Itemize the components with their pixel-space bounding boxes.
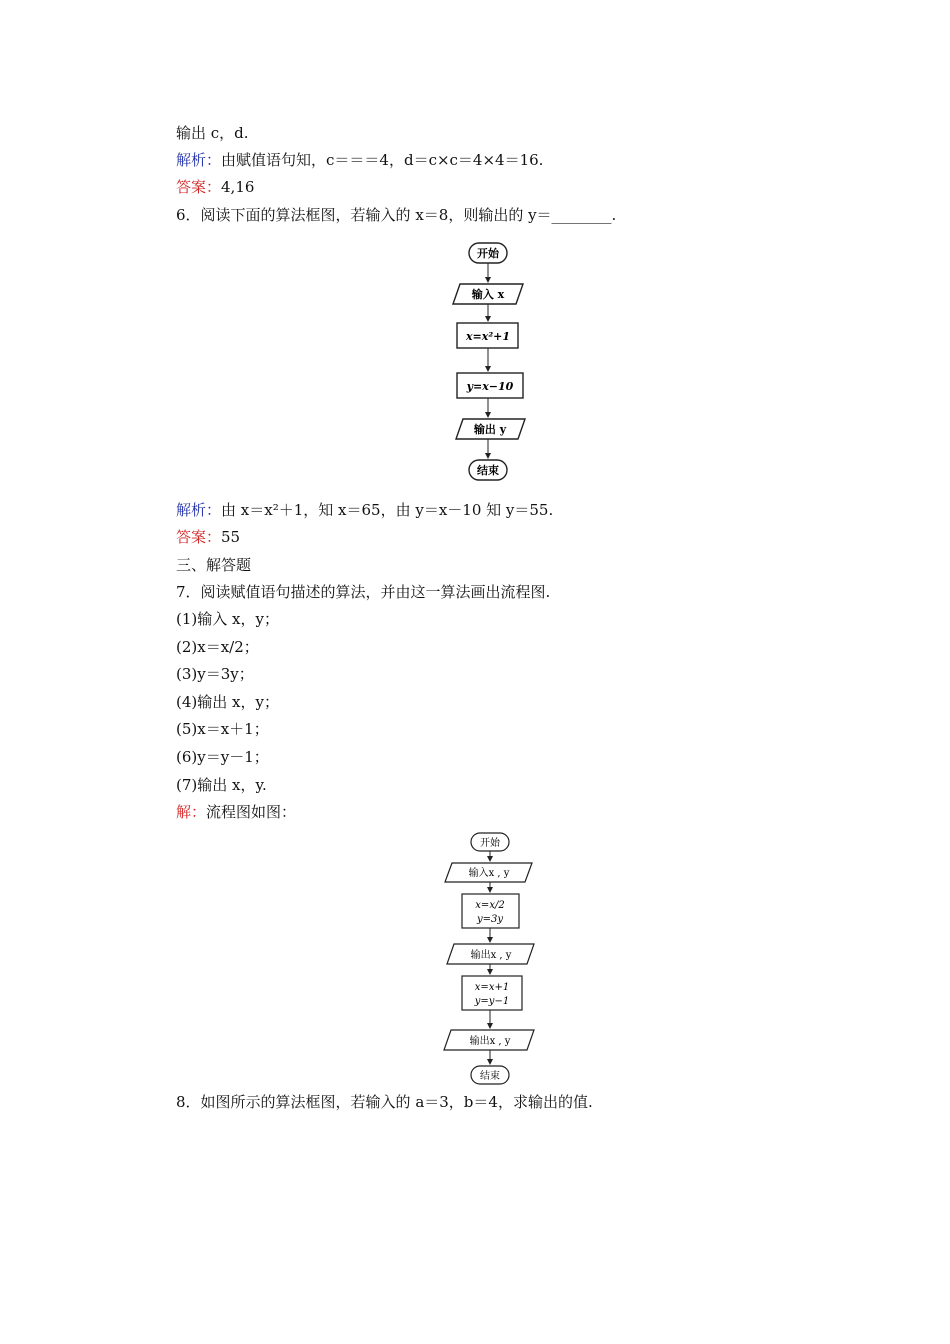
fc1-start (469, 243, 507, 263)
fc2-output-2 (444, 1030, 534, 1050)
question-8: 8．如图所示的算法框图，若输入的 a＝3，b＝4，求输出的值. (176, 1093, 593, 1111)
solution-line: 解：流程图如图： (176, 803, 297, 821)
svg-text:开始: 开始 (480, 838, 500, 849)
section-heading: 三、解答题 (176, 556, 252, 574)
svg-text:输入x , y: 输入x , y (468, 868, 510, 879)
analysis-line: 解析：由 x＝x²＋1，知 x＝65，由 y＝x－10 知 y＝55. (176, 501, 554, 519)
fc1-output (456, 419, 525, 439)
fc1-step-2 (457, 373, 523, 398)
analysis-label: 解析： (176, 501, 222, 519)
step-line: (1)输入 x，y； (176, 610, 279, 628)
step-line: (5)x＝x＋1； (176, 720, 269, 738)
svg-text:输出 y: 输出 y (473, 423, 507, 436)
fc2-output-1 (447, 944, 534, 964)
analysis-label: 解析： (176, 151, 222, 169)
answer-line: 答案：4,16 (176, 178, 255, 196)
step-line: (7)输出 x，y. (176, 776, 267, 794)
svg-text:结束: 结束 (477, 464, 499, 477)
svg-text:x=x²+1: x=x²+1 (465, 330, 511, 343)
step-line: (6)y＝y－1； (176, 748, 269, 766)
fc2-step-1 (462, 894, 519, 928)
fc2-input (445, 863, 532, 882)
svg-text:y=x−10: y=x−10 (466, 380, 514, 393)
fc2-start (471, 833, 509, 851)
answer-label: 答案： (176, 528, 222, 546)
fc1-end (469, 460, 507, 480)
svg-text:结束: 结束 (480, 1071, 500, 1082)
flowchart-1 (440, 240, 560, 490)
question-7: 7．阅读赋值语句描述的算法，并由这一算法画出流程图. (176, 583, 551, 601)
answer-line: 答案：55 (176, 528, 241, 546)
answer-label: 答案： (176, 178, 222, 196)
step-line: (4)输出 x，y； (176, 693, 279, 711)
svg-text:x=x/2: x=x/2 (475, 900, 505, 911)
text-line: 输出 c，d. (176, 124, 249, 142)
svg-text:x=x+1: x=x+1 (474, 982, 510, 993)
svg-text:y=3y: y=3y (476, 914, 504, 925)
svg-text:输出x , y: 输出x , y (469, 1036, 511, 1047)
flowchart-2 (440, 828, 550, 1090)
analysis-line: 解析：由赋值语句知，c＝＝＝4，d＝c×c＝4×4＝16. (176, 151, 544, 169)
fc2-step-2 (462, 976, 522, 1010)
fc2-end (471, 1066, 509, 1084)
step-line: (2)x＝x/2； (176, 638, 259, 656)
svg-text:开始: 开始 (477, 247, 499, 260)
question-6: 6．阅读下面的算法框图，若输入的 x＝8，则输出的 y＝________. (176, 206, 617, 224)
svg-text:输出x , y: 输出x , y (470, 950, 512, 961)
step-line: (3)y＝3y； (176, 665, 254, 683)
solution-label: 解： (176, 803, 207, 821)
fc1-step-1 (457, 323, 518, 348)
fc1-input (453, 284, 523, 304)
svg-text:y=y−1: y=y−1 (474, 996, 510, 1007)
svg-text:输入 x: 输入 x (471, 288, 505, 301)
